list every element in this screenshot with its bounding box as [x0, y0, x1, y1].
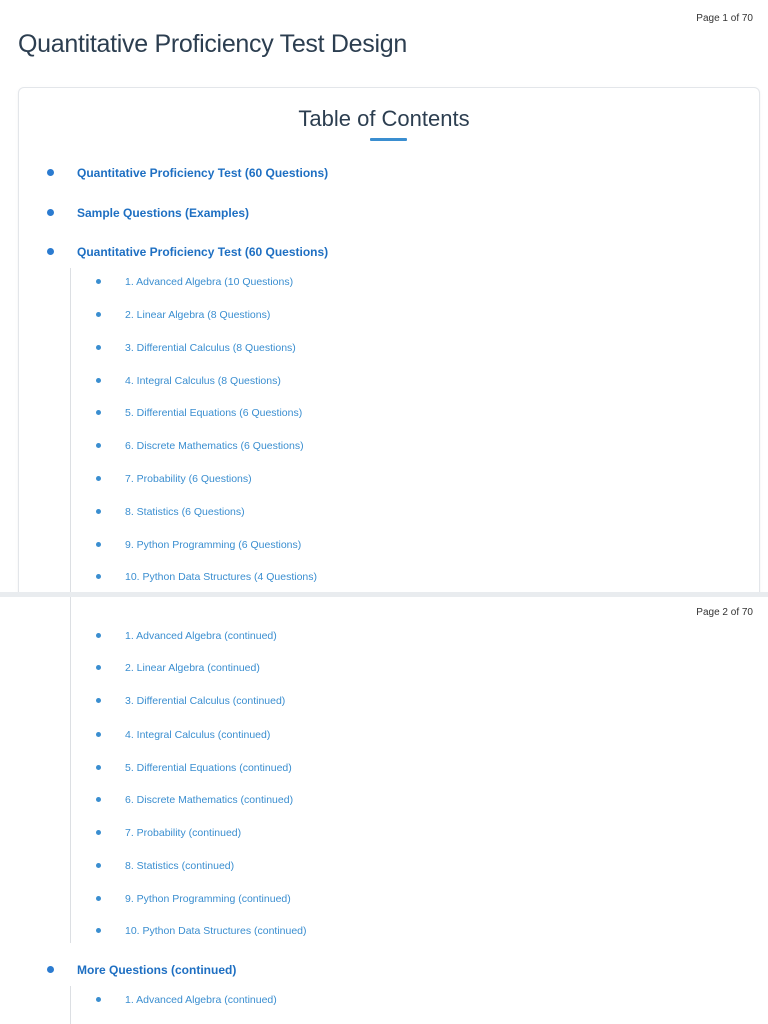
- toc-subsection-link[interactable]: 5. Differential Equations (continued): [125, 762, 292, 774]
- toc-entry[interactable]: [0, 371, 768, 391]
- toc-entry[interactable]: [0, 758, 768, 778]
- bullet-icon: [96, 665, 101, 670]
- toc-subsection-link[interactable]: 7. Probability (continued): [125, 827, 242, 839]
- toc-entry[interactable]: [0, 658, 768, 678]
- toc-subsection-link[interactable]: 3. Differential Calculus (continued): [125, 695, 286, 707]
- bullet-icon: [96, 378, 101, 383]
- toc-subsection-link[interactable]: 4. Integral Calculus (8 Questions): [125, 375, 281, 387]
- toc-subsection-link[interactable]: 1. Advanced Algebra (continued): [125, 630, 277, 642]
- document-title: Quantitative Proficiency Test Design: [18, 30, 407, 58]
- toc-entry[interactable]: [0, 469, 768, 489]
- bullet-icon: [96, 542, 101, 547]
- bullet-icon: [96, 410, 101, 415]
- toc-subsection-link[interactable]: 10. Python Data Structures (4 Questions): [125, 571, 318, 583]
- toc-subsection-link[interactable]: 10. Python Data Structures (continued): [125, 925, 307, 937]
- toc-subsection-link[interactable]: 2. Linear Algebra (8 Questions): [125, 309, 271, 321]
- toc-entry[interactable]: [0, 823, 768, 843]
- toc-entry[interactable]: [0, 403, 768, 423]
- bullet-icon: [96, 732, 101, 737]
- toc-entry[interactable]: [0, 691, 768, 711]
- toc-entry[interactable]: [0, 889, 768, 909]
- bullet-icon: [96, 830, 101, 835]
- bullet-icon: [96, 279, 101, 284]
- toc-entry[interactable]: [0, 436, 768, 456]
- document-page-2: [0, 597, 768, 1024]
- toc-subsection-link[interactable]: 7. Probability (6 Questions): [125, 473, 252, 485]
- toc-section-link[interactable]: Sample Questions (Examples): [77, 206, 250, 220]
- bullet-icon: [96, 574, 101, 579]
- bullet-icon: [96, 312, 101, 317]
- bullet-icon: [47, 169, 54, 176]
- bullet-icon: [47, 209, 54, 216]
- toc-section-link[interactable]: Quantitative Proficiency Test (60 Questions): [77, 245, 329, 259]
- toc-subsection-link[interactable]: 9. Python Programming (6 Questions): [125, 539, 302, 551]
- bullet-icon: [96, 797, 101, 802]
- page-number: Page 1 of 70: [696, 13, 753, 24]
- bullet-icon: [96, 345, 101, 350]
- toc-subsection-link[interactable]: 5. Differential Equations (6 Questions): [125, 407, 303, 419]
- toc-entry[interactable]: [0, 626, 768, 646]
- toc-entry[interactable]: [0, 990, 768, 1010]
- bullet-icon: [96, 509, 101, 514]
- toc-heading-underline: [370, 138, 407, 141]
- toc-subsection-link[interactable]: 1. Advanced Algebra (continued): [125, 994, 277, 1006]
- toc-subsection-link[interactable]: 9. Python Programming (continued): [125, 893, 291, 905]
- toc-entry[interactable]: [0, 725, 768, 745]
- toc-subsection-link[interactable]: 2. Linear Algebra (continued): [125, 662, 260, 674]
- toc-subsection-link[interactable]: 1. Advanced Algebra (10 Questions): [125, 276, 294, 288]
- toc-entry[interactable]: [0, 921, 768, 941]
- bullet-icon: [96, 928, 101, 933]
- bullet-icon: [96, 633, 101, 638]
- toc-entry[interactable]: [0, 856, 768, 876]
- toc-entry[interactable]: [0, 203, 768, 223]
- toc-subsection-link[interactable]: 8. Statistics (6 Questions): [125, 506, 245, 518]
- toc-entry[interactable]: [0, 163, 768, 183]
- bullet-icon: [96, 443, 101, 448]
- toc-heading: Table of Contents: [298, 106, 470, 131]
- toc-subsection-link[interactable]: 6. Discrete Mathematics (continued): [125, 794, 294, 806]
- toc-section-link[interactable]: Quantitative Proficiency Test (60 Questions): [77, 166, 329, 180]
- toc-subsection-link[interactable]: 8. Statistics (continued): [125, 860, 235, 872]
- toc-entry[interactable]: [0, 567, 768, 587]
- toc-subsection-link[interactable]: 6. Discrete Mathematics (6 Questions): [125, 440, 304, 452]
- bullet-icon: [96, 476, 101, 481]
- bullet-icon: [96, 698, 101, 703]
- bullet-icon: [96, 997, 101, 1002]
- toc-entry[interactable]: [0, 960, 768, 980]
- toc-entry[interactable]: [0, 242, 768, 262]
- toc-entry[interactable]: [0, 338, 768, 358]
- bullet-icon: [47, 966, 54, 973]
- bullet-icon: [96, 765, 101, 770]
- bullet-icon: [96, 896, 101, 901]
- bullet-icon: [96, 863, 101, 868]
- toc-entry[interactable]: [0, 790, 768, 810]
- toc-entry[interactable]: [0, 502, 768, 522]
- bullet-icon: [47, 248, 54, 255]
- toc-subsection-link[interactable]: 3. Differential Calculus (8 Questions): [125, 342, 296, 354]
- page-number: Page 2 of 70: [696, 607, 753, 618]
- toc-entry[interactable]: [0, 535, 768, 555]
- toc-section-link[interactable]: More Questions (continued): [77, 963, 237, 977]
- toc-entry[interactable]: [0, 305, 768, 325]
- toc-subsection-link[interactable]: 4. Integral Calculus (continued): [125, 729, 271, 741]
- toc-entry[interactable]: [0, 272, 768, 292]
